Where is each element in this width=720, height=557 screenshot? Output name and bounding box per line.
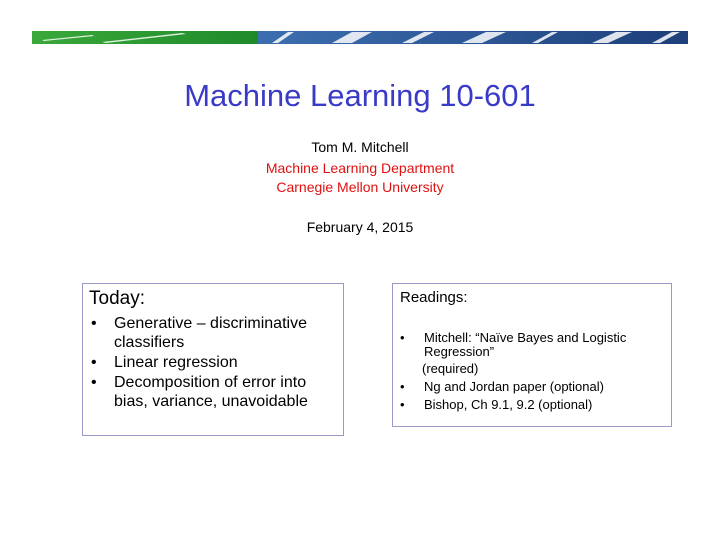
today-item	[89, 373, 343, 411]
reading-item-text: Bishop, Ch 9.1, 9.2 (optional)	[424, 397, 593, 412]
today-item	[89, 353, 343, 372]
bullet-icon: •	[400, 397, 405, 412]
lecture-date: February 4, 2015	[306, 219, 414, 235]
today-list	[89, 314, 343, 412]
bullet-icon: •	[91, 354, 97, 371]
university-name: Carnegie Mellon University	[276, 179, 444, 195]
today-heading: Today:	[89, 288, 145, 309]
slide-title: Machine Learning 10-601	[184, 78, 536, 113]
bullet-icon: •	[400, 379, 405, 394]
today-item-text: Decomposition of error into bias, variance, unavoidable	[114, 374, 308, 410]
today-box	[82, 283, 344, 436]
author-name: Tom M. Mitchell	[311, 139, 409, 155]
readings-heading: Readings:	[400, 289, 468, 306]
today-item-text: Linear regression	[114, 354, 238, 371]
readings-box	[392, 283, 672, 427]
header-banner	[32, 31, 688, 44]
reading-item-text: Mitchell: “Naïve Bayes and Logistic Regression”	[424, 330, 627, 359]
reading-item-text: Ng and Jordan paper (optional)	[424, 379, 604, 394]
bullet-icon: •	[91, 374, 97, 391]
today-item-text: Generative – discriminative classifiers	[114, 315, 307, 351]
bullet-icon: •	[91, 315, 97, 332]
readings-list	[398, 331, 671, 416]
bullet-icon: •	[400, 330, 405, 345]
today-item	[89, 314, 343, 352]
reading-item-note: (required)	[422, 361, 479, 376]
department-name: Machine Learning Department	[265, 160, 455, 176]
reading-item	[398, 398, 671, 412]
reading-item	[398, 331, 671, 376]
reading-item	[398, 380, 671, 394]
